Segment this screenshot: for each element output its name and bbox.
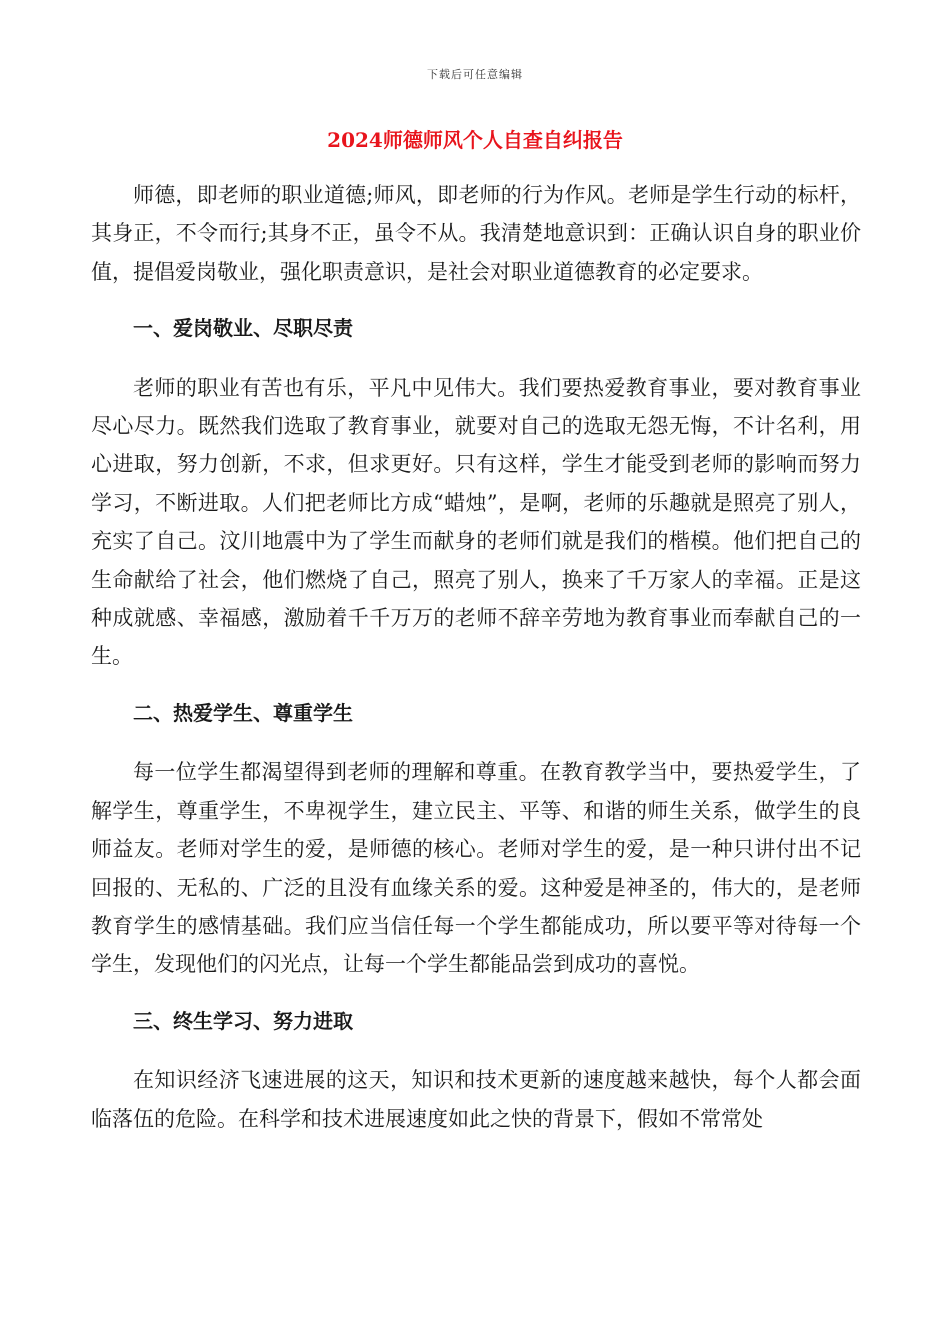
section-paragraph-1: 老师的职业有苦也有乐，平凡中见伟大。我们要热爱教育事业，要对教育事业尽心尽力。既然我们选取了教育事业，就要对自己的选取无怨无悔，不计名利，用心进取，努力创新，不求，但求更好。只有这样，学生才能受到老师的影响而努力学习，不断进取。人们把老师比方成“蜡烛”，是啊，老师的乐趣就是照亮了别人，充实了自己。汶川地震中为了学生而献身的老师们就是我们的楷模。他们把自己的生命献给了社会，他们燃烧了自己，照亮了别人，换来了千万家人的幸福。正是这种成就感、幸福感，激励着千千万万的老师不辞辛劳地为教育事业而奉献自己的一生。 bbox=[91, 375, 861, 669]
section-heading-3: 三、终生学习、努力进取 bbox=[133, 1008, 353, 1033]
section-paragraph-3: 在知识经济飞速进展的这天，知识和技术更新的速度越来越快，每个人都会面临落伍的危险。在科学和技术进展速度如此之快的背景下，假如不常常处 bbox=[91, 1068, 861, 1131]
intro-paragraph: 师德，即老师的职业道德;师风，即老师的行为作风。老师是学生行动的标杆，其身正，不令而行;其身不正，虽令不从。我清楚地意识到：正确认识自身的职业价值，提倡爱岗敬业，强化职责意识，是社会对职业道德教育的必定要求。 bbox=[91, 183, 861, 284]
section-paragraph-2: 每一位学生都渴望得到老师的理解和尊重。在教育教学当中，要热爱学生，了解学生，尊重学生，不卑视学生，建立民主、平等、和谐的师生关系，做学生的良师益友。老师对学生的爱，是师德的核心。老师对学生的爱，是一种只讲付出不记回报的、无私的、广泛的且没有血缘关系的爱。这种爱是神圣的，伟大的，是老师教育学生的感情基础。我们应当信任每一个学生都能成功，所以要平等对待每一个学生，发现他们的闪光点，让每一个学生都能品尝到成功的喜悦。 bbox=[91, 760, 861, 977]
document-body bbox=[91, 176, 861, 1138]
document-title: 2024师德师风个人自查自纠报告 bbox=[327, 128, 623, 152]
section-heading-1: 一、爱岗敬业、尽职尽责 bbox=[133, 316, 353, 341]
section-heading-2: 二、热爱学生、尊重学生 bbox=[133, 700, 353, 725]
header-note: 下载后可任意编辑 bbox=[427, 68, 523, 81]
